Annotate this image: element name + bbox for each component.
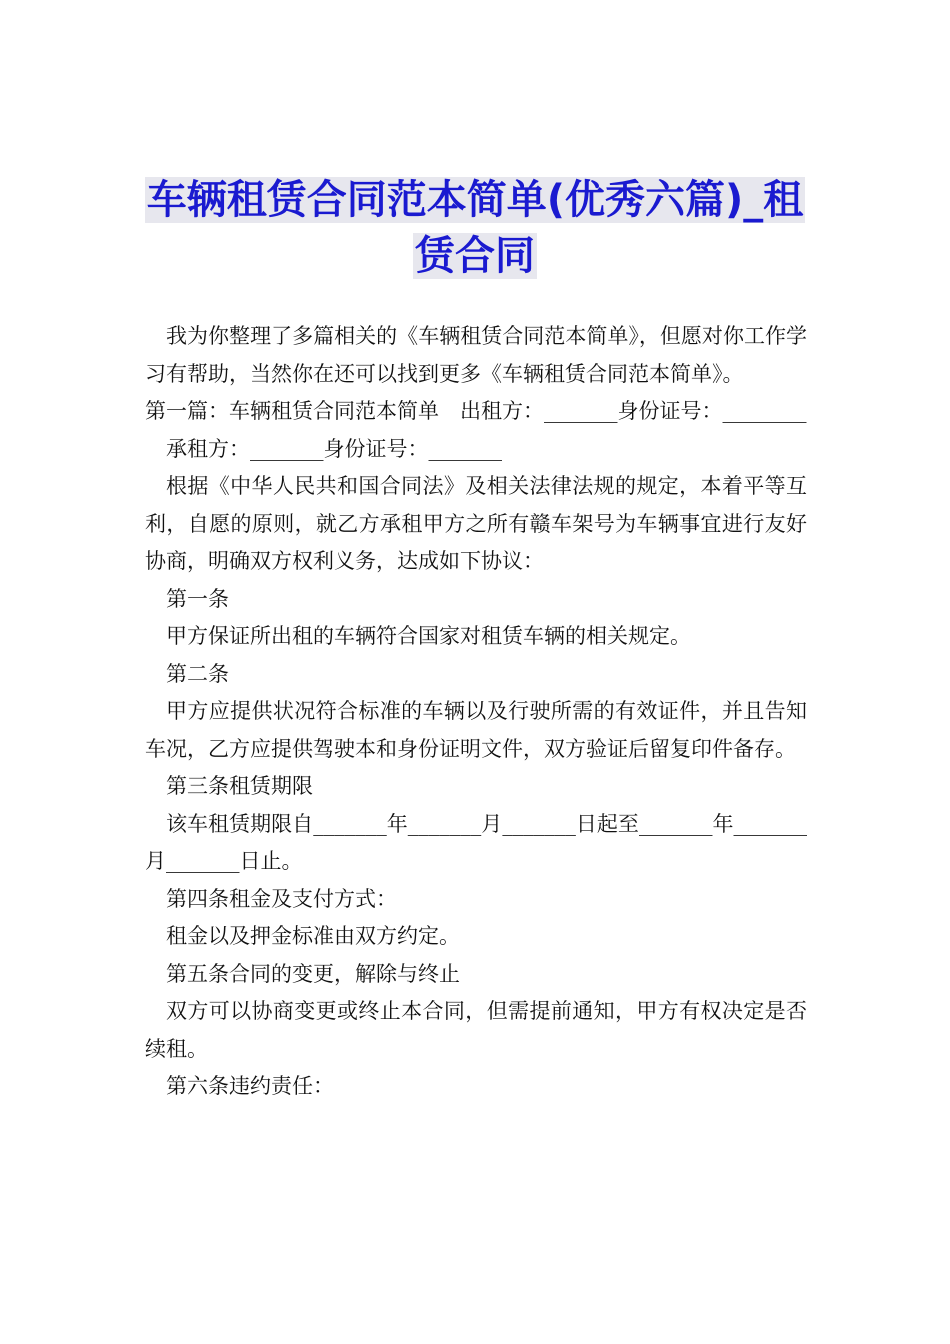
article-heading: 第二条 (166, 661, 229, 686)
lessee-line: 承租方：_______身份证号：_______ (166, 436, 502, 461)
intro-paragraph: 我为你整理了多篇相关的《车辆租赁合同范本简单》，但愿对你工作学习有帮助，当然你在还可以找到更多《车辆租赁合同范本简单》。 (145, 324, 807, 386)
title-line-1: 车辆租赁合同范本简单(优秀六篇)_租 (146, 177, 804, 223)
article-heading: 第三条租赁期限 (166, 774, 313, 798)
preamble-paragraph: 根据《中华人民共和国合同法》及相关法律法规的规定，本着平等互利，自愿的原则，就乙方承租甲方之所有赣车架号为车辆事宜进行友好协商，明确双方权利义务，达成如下协议： (145, 474, 807, 573)
article-heading: 第一条 (166, 586, 229, 611)
article-heading: 第四条租金及支付方式： (166, 886, 397, 911)
article-text: 该车租赁期限自_______年_______月_______日起至_______年_______月_______日止。 (145, 811, 807, 873)
article-text: 双方可以协商变更或终止本合同，但需提前通知，甲方有权决定是否续租。 (145, 999, 807, 1061)
article-heading: 第六条违约责任： (166, 1074, 334, 1098)
chapter-heading: 第一篇：车辆租赁合同范本简单 出租方：_______身份证号：________ (145, 399, 807, 423)
document-title (140, 172, 810, 284)
article-text: 租金以及押金标准由双方约定。 (166, 924, 460, 948)
article-text: 甲方保证所出租的车辆符合国家对租赁车辆的相关规定。 (166, 624, 691, 648)
title-line-2: 赁合同 (415, 233, 535, 279)
article-text: 甲方应提供状况符合标准的车辆以及行驶所需的有效证件，并且告知车况，乙方应提供驾驶本和身份证明文件，双方验证后留复印件备存。 (145, 699, 807, 761)
document-body (145, 318, 807, 1106)
article-heading: 第五条合同的变更，解除与终止 (166, 961, 460, 986)
